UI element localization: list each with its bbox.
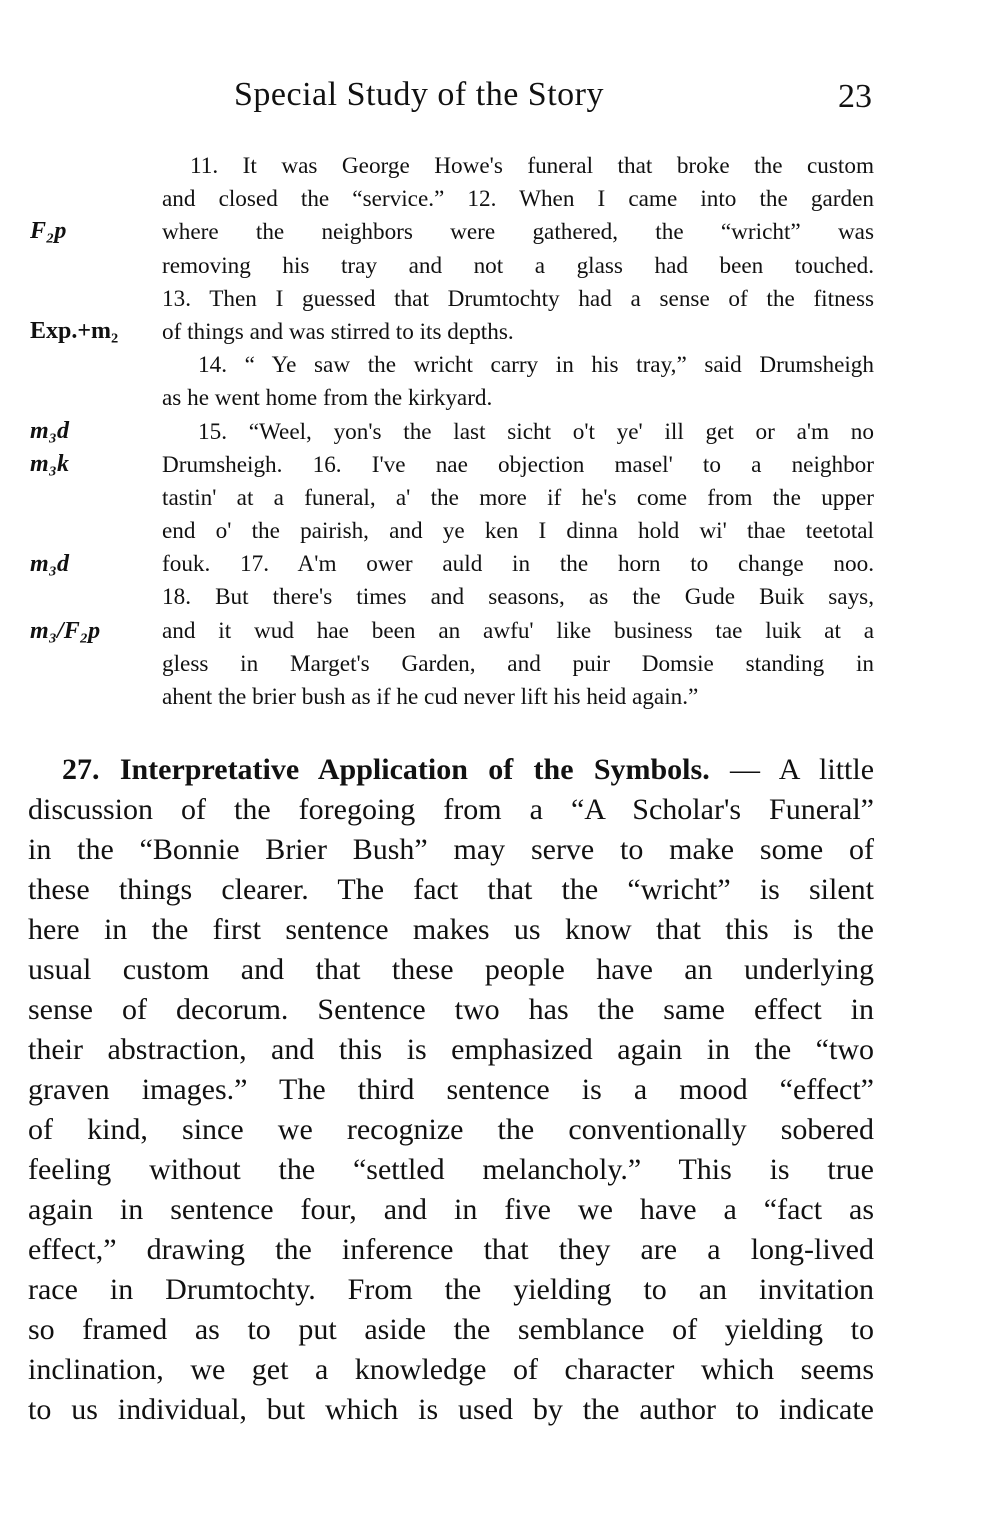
margin-note: F₂p bbox=[30, 218, 67, 244]
passage-line: gless in Marget's Garden, and puir Domsie standing in bbox=[162, 650, 874, 677]
margin-note: m₃d bbox=[30, 551, 70, 577]
margin-note: m₃d bbox=[30, 418, 70, 444]
passage-line: end o' the pairish, and ye ken I dinna hold wi' thae teetotal bbox=[162, 518, 874, 545]
section-line: effect,” drawing the inference that they are a long-lived bbox=[28, 1233, 874, 1266]
passage-line: of things and was stirred to its depths. bbox=[162, 318, 514, 345]
passage-line: and it wud hae been an awfu' like business tae luik at a bbox=[162, 617, 874, 644]
passage-line: as he went home from the kirkyard. bbox=[162, 385, 493, 412]
section-line: in the “Bonnie Brier Bush” may serve to make some of bbox=[28, 833, 874, 866]
passage-line: tastin' at a funeral, a' the more if he's come from the upper bbox=[162, 484, 874, 511]
passage-line: removing his tray and not a glass had been touched. bbox=[162, 252, 874, 279]
passage-line: where the neighbors were gathered, the “wricht” was bbox=[162, 219, 874, 246]
section-line: graven images.” The third sentence is a mood “effect” bbox=[28, 1073, 874, 1106]
passage-line: 14. “ Ye saw the wricht carry in his tray,” said Drumsheigh bbox=[198, 352, 874, 379]
margin-note: m₃k bbox=[30, 451, 70, 477]
running-head: Special Study of the Story bbox=[234, 76, 604, 113]
quoted-passage bbox=[162, 150, 874, 714]
passage-line: and closed the “service.” 12. When I came into the garden bbox=[162, 186, 874, 213]
section-heading: 27. Interpretative Application of the Symbols. bbox=[62, 753, 710, 786]
section-line: feeling without the “settled melancholy.” This is true bbox=[28, 1153, 874, 1186]
section-line: sense of decorum. Sentence two has the same effect in bbox=[28, 993, 874, 1026]
page-number: 23 bbox=[838, 78, 872, 115]
passage-line: 15. “Weel, yon's the last sicht o't ye' ill get or a'm no bbox=[198, 418, 874, 445]
section-line: to us individual, but which is used by the author to indicate bbox=[28, 1393, 874, 1426]
section-line: so framed as to put aside the semblance of yielding to bbox=[28, 1313, 874, 1346]
section-line: inclination, we get a knowledge of character which seems bbox=[28, 1353, 874, 1386]
passage-line: 18. But there's times and seasons, as the Gude Buik says, bbox=[162, 584, 874, 611]
passage-line: fouk. 17. A'm ower auld in the horn to change noo. bbox=[162, 551, 874, 578]
section-line: their abstraction, and this is emphasized again in the “two bbox=[28, 1033, 874, 1066]
section-line: usual custom and that these people have an underlying bbox=[28, 953, 874, 986]
passage-line: 13. Then I guessed that Drumtochty had a sense of the fitness bbox=[162, 285, 874, 312]
passage-line: Drumsheigh. 16. I've nae objection masel' to a neighbor bbox=[162, 451, 874, 478]
section-line: again in sentence four, and in five we have a “fact as bbox=[28, 1193, 874, 1226]
section-first-line bbox=[28, 750, 874, 790]
passage-line: 11. It was George Howe's funeral that broke the custom bbox=[190, 153, 874, 179]
section-line: these things clearer. The fact that the “wricht” is silent bbox=[28, 873, 874, 906]
margin-note: Exp.+m₂ bbox=[30, 318, 119, 344]
section-text: — A little bbox=[730, 753, 875, 786]
section-27 bbox=[28, 750, 874, 1430]
section-line: discussion of the foregoing from a “A Scholar's Funeral” bbox=[28, 793, 874, 826]
section-line: here in the first sentence makes us know that this is the bbox=[28, 913, 874, 946]
margin-note: m₃/F₂p bbox=[30, 618, 101, 644]
section-line: race in Drumtochty. From the yielding to an invitation bbox=[28, 1273, 874, 1306]
section-line: of kind, since we recognize the conventionally sobered bbox=[28, 1113, 874, 1146]
passage-line: ahent the brier bush as if he cud never lift his heid again.” bbox=[162, 684, 699, 710]
